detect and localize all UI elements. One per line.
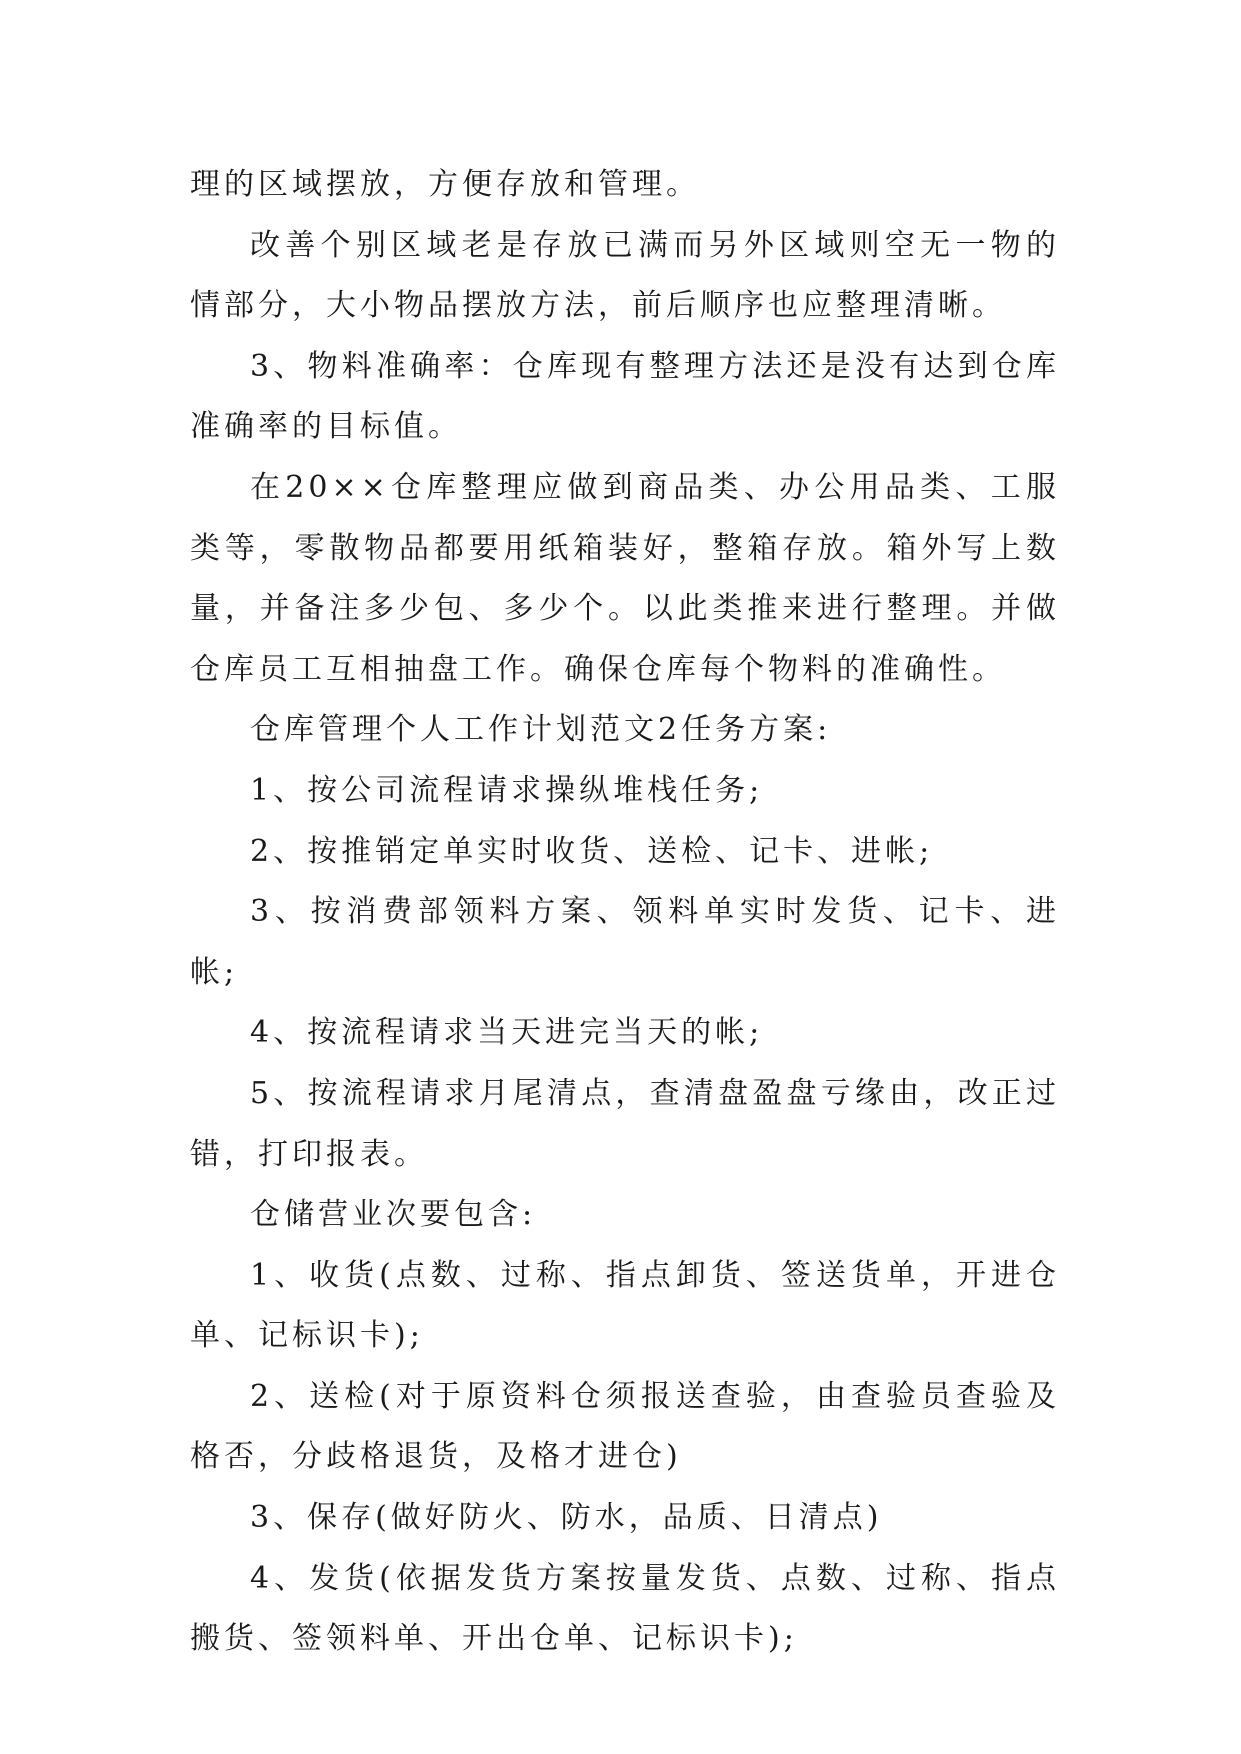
paragraph-12: 1、收货(点数、过称、指点卸货、签送货单，开进仓单、记标识卡);	[190, 1257, 1060, 1354]
paragraph-11: 仓储营业次要包含:	[250, 1197, 537, 1233]
paragraph-7: 2、按推销定单实时收货、送检、记卡、进帐;	[250, 833, 934, 869]
paragraph-6: 1、按公司流程请求操纵堆栈任务;	[250, 772, 764, 808]
paragraph-4: 在20××仓库整理应做到商品类、办公用品类、工服类等，零散物品都要用纸箱装好，整箱存放。箱外写上数量，并备注多少包、多少个。以此类推来进行整理。并做仓库员工互相抽盘工作。确保仓库每个物料的准确性。	[190, 469, 1060, 687]
paragraph-3: 3、物料准确率：仓库现有整理方法还是没有达到仓库准确率的目标值。	[190, 348, 1060, 445]
paragraph-10: 5、按流程请求月尾清点，查清盘盈盘亏缘由，改正过错，打印报表。	[190, 1075, 1060, 1172]
paragraph-2: 改善个别区域老是存放已满而另外区域则空无一物的情部分，大小物品摆放方法，前后顺序也应整理清晰。	[190, 227, 1060, 324]
paragraph-9: 4、按流程请求当天进完当天的帐;	[250, 1015, 764, 1051]
document-body	[190, 155, 1060, 1670]
paragraph-5: 仓库管理个人工作计划范文2任务方案:	[250, 712, 832, 748]
paragraph-13: 2、送检(对于原资料仓须报送查验，由查验员查验及格否，分歧格退货，及格才进仓)	[190, 1378, 1060, 1475]
paragraph-15: 4、发货(依据发货方案按量发货、点数、过称、指点搬货、签领料单、开出仓单、记标识卡);	[190, 1560, 1060, 1657]
paragraph-14: 3、保存(做好防火、防水，品质、日清点)	[250, 1500, 883, 1536]
paragraph-1: 理的区域摆放，方便存放和管理。	[190, 167, 700, 202]
paragraph-8: 3、按消费部领料方案、领料单实时发货、记卡、进帐;	[190, 894, 1060, 990]
